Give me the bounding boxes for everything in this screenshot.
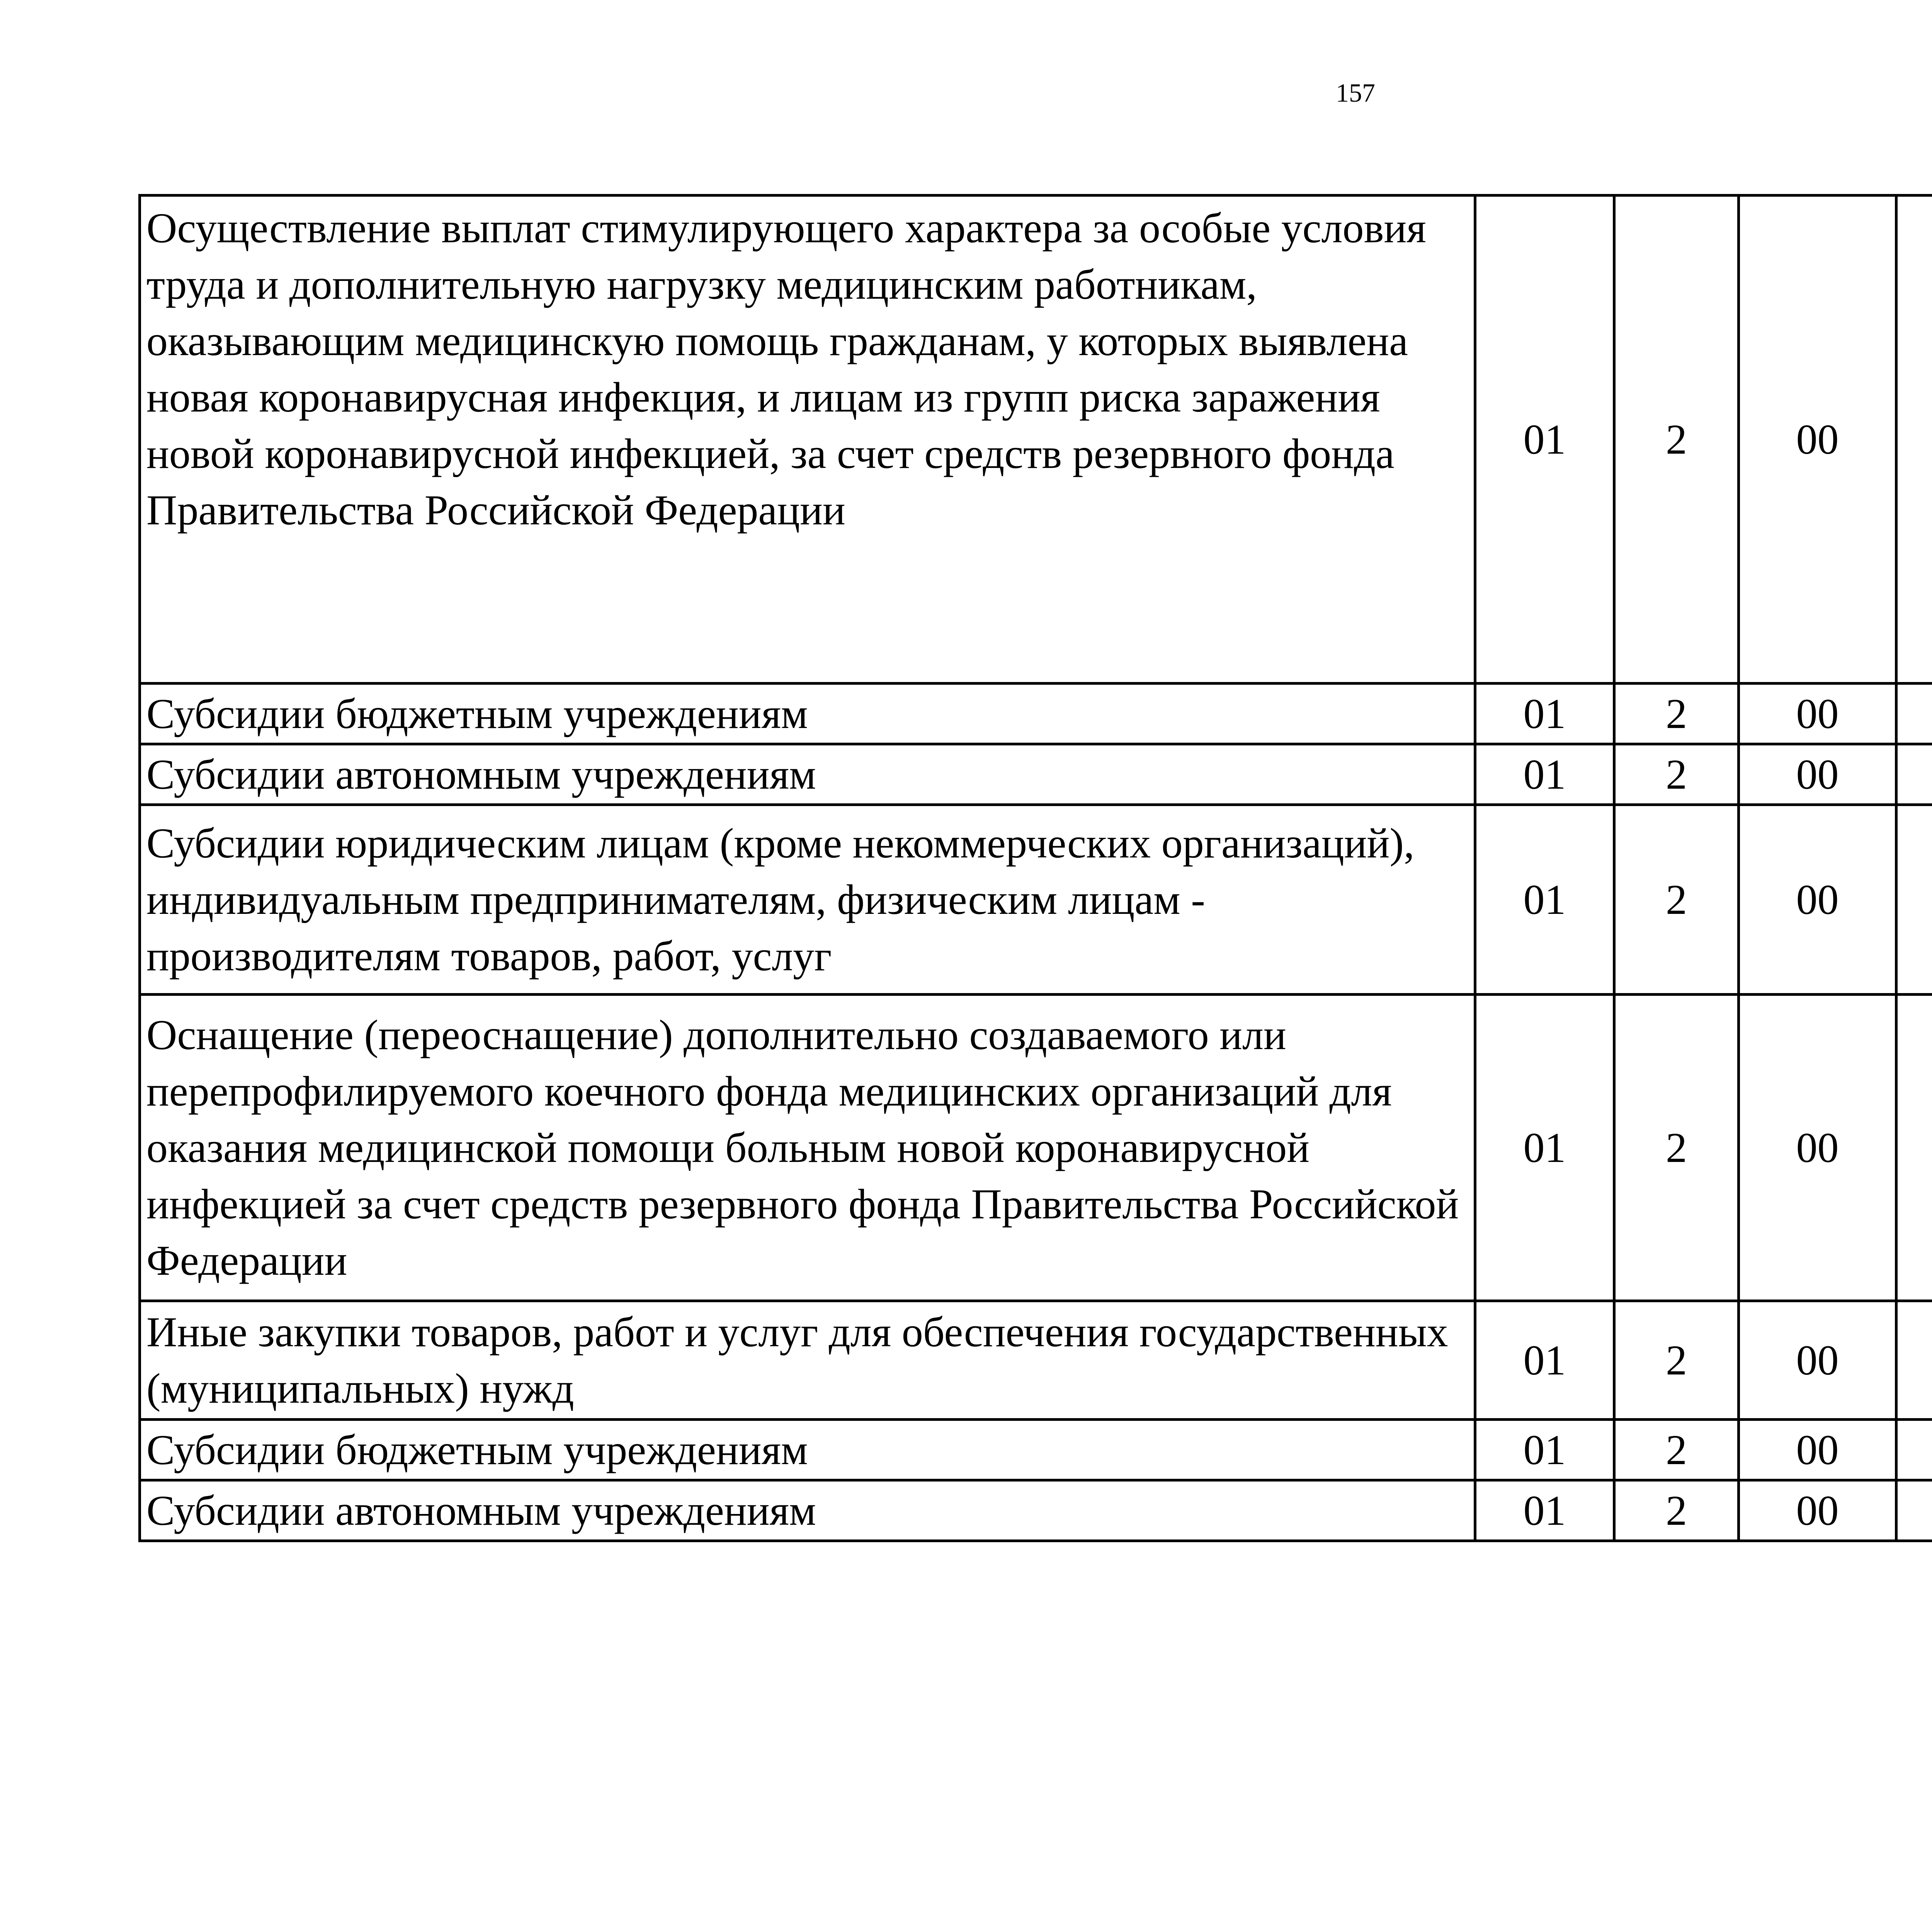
row-event-code: 00 — [1739, 1301, 1896, 1420]
row-event-code: 00 — [1739, 744, 1896, 805]
row-program-code: 01 — [1475, 995, 1614, 1301]
row-name: Субсидии юридическим лицам (кроме некоммерческих организаций), индивидуальным предпринимателям, физическим лицам - производителям товаров, работ, услуг — [140, 805, 1475, 995]
row-event-code: 00 — [1739, 805, 1896, 995]
row-subprogram-code: 2 — [1614, 744, 1739, 805]
row-subprogram-code: 2 — [1614, 684, 1739, 744]
row-name: Осуществление выплат стимулирующего характера за особые условия труда и дополнительную нагрузку медицинским работникам, оказывающим медицинскую помощь гражданам, у которых выявлена новая коронавирусная инфекция, и лицам из групп риска заражения новой коронавирусной инфекцией, за счет средств резервного фонда Правительства Российской Федерации — [140, 196, 1475, 684]
row-direction-code — [1896, 805, 1932, 995]
row-event-code: 00 — [1739, 1480, 1896, 1541]
row-program-code: 01 — [1475, 1301, 1614, 1420]
table-row — [140, 684, 1932, 744]
table-row — [140, 995, 1932, 1301]
row-subprogram-code: 2 — [1614, 1480, 1739, 1541]
page-number: 157 — [1336, 78, 1375, 107]
row-direction-code — [1896, 196, 1932, 684]
row-program-code: 01 — [1475, 684, 1614, 744]
row-name: Субсидии бюджетным учреждениям — [140, 684, 1475, 744]
row-program-code: 01 — [1475, 196, 1614, 684]
row-direction-code — [1896, 684, 1932, 744]
row-program-code: 01 — [1475, 805, 1614, 995]
row-subprogram-code: 2 — [1614, 1301, 1739, 1420]
row-event-code: 00 — [1739, 995, 1896, 1301]
table-row — [140, 1301, 1932, 1420]
table-row — [140, 744, 1932, 805]
row-name: Иные закупки товаров, работ и услуг для обеспечения государственных (муниципальных) нужд — [140, 1301, 1475, 1420]
row-name: Субсидии автономным учреждениям — [140, 1480, 1475, 1541]
row-direction-code — [1896, 1301, 1932, 1420]
row-subprogram-code: 2 — [1614, 196, 1739, 684]
row-direction-code — [1896, 1420, 1932, 1480]
row-program-code: 01 — [1475, 744, 1614, 805]
table-row — [140, 196, 1932, 684]
row-event-code: 00 — [1739, 196, 1896, 684]
row-event-code: 00 — [1739, 1420, 1896, 1480]
row-program-code: 01 — [1475, 1420, 1614, 1480]
table-row — [140, 1480, 1932, 1541]
row-direction-code — [1896, 995, 1932, 1301]
row-name: Субсидии бюджетным учреждениям — [140, 1420, 1475, 1480]
table-row — [140, 805, 1932, 995]
row-subprogram-code: 2 — [1614, 995, 1739, 1301]
row-program-code: 01 — [1475, 1480, 1614, 1541]
row-name: Субсидии автономным учреждениям — [140, 744, 1475, 805]
row-subprogram-code: 2 — [1614, 1420, 1739, 1480]
budget-table — [138, 194, 1932, 1542]
row-direction-code — [1896, 744, 1932, 805]
table-row — [140, 1420, 1932, 1480]
row-name: Оснащение (переоснащение) дополнительно создаваемого или перепрофилируемого коечного фонда медицинских организаций для оказания медицинской помощи больным новой коронавирусной инфекцией за счет средств резервного фонда Правительства Российской Федерации — [140, 995, 1475, 1301]
row-subprogram-code: 2 — [1614, 805, 1739, 995]
row-event-code: 00 — [1739, 684, 1896, 744]
row-direction-code — [1896, 1480, 1932, 1541]
